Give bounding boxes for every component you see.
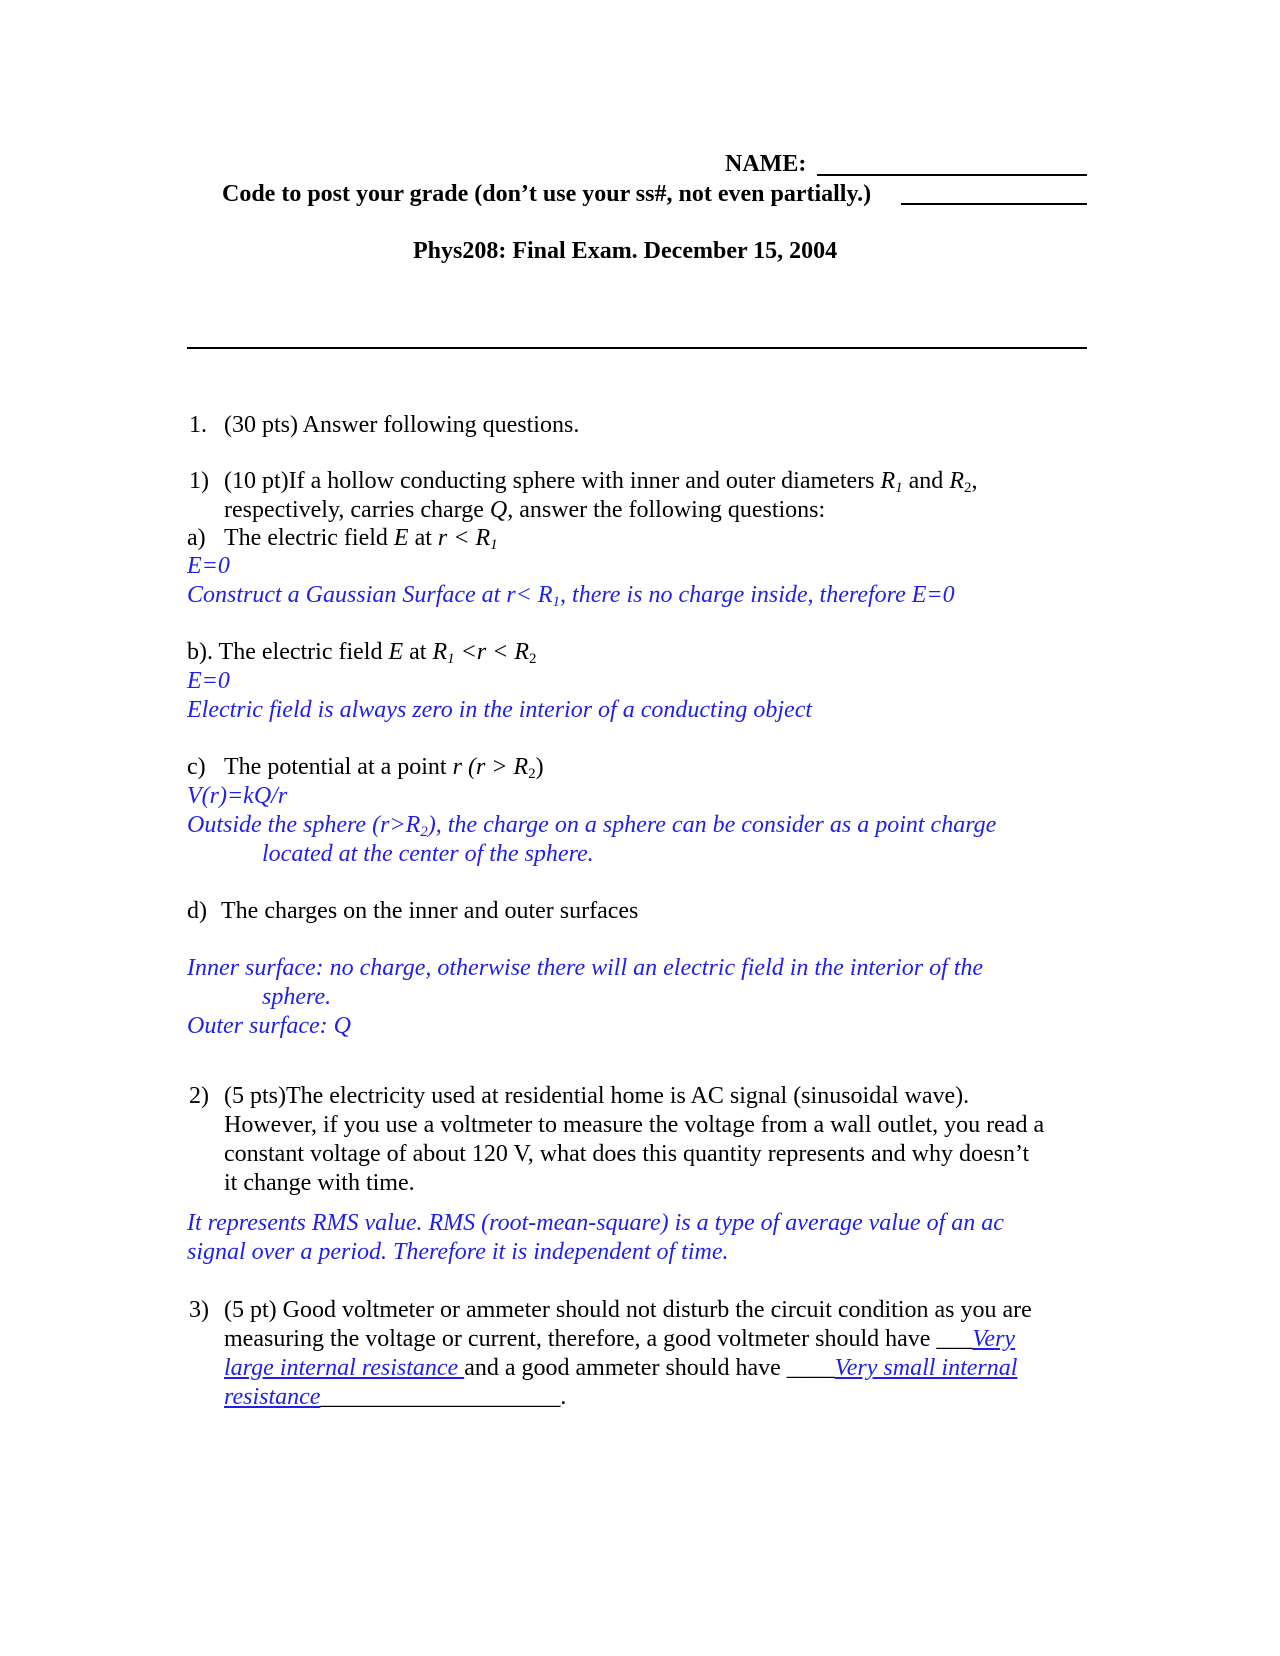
q1b-text: b). The electric field E at $R_1 <r < R_2$ [187,639,537,667]
q3-number: 3) [189,1297,209,1323]
q1c-text: The potential at a point r $(r > R_2)$ [224,754,544,782]
grade-code-blank-line [901,203,1087,205]
voltmeter-answer: Very [972,1326,1016,1352]
q1-title: (30 pts) Answer following questions. [224,412,580,438]
q1c-explanation-line2: located at the center of the sphere. [262,841,594,867]
exam-title: Phys208: Final Exam. December 15, 2004 [413,238,838,264]
name-label: NAME: [725,151,807,177]
q1d-label: d) [187,898,207,924]
voltmeter-answer-cont: large internal resistance [224,1355,465,1381]
grade-code-label: Code to post your grade (don’t use your ss#, not even partially.) [222,181,872,207]
q1b-explanation: Electric field is always zero in the interior of a conducting object [187,697,813,723]
q1a-text: The electric field E at $r < R_1$ [224,525,498,553]
q1b-answer: E=0 [187,668,230,694]
q1-number: 1. [189,412,207,438]
q1d-inner-answer-line1: Inner surface: no charge, otherwise there will an electric field in the interior of the [187,955,984,981]
q2-line: constant voltage of about 120 V, what does this quantity represents and why doesn’t [224,1141,1030,1167]
q1a-explanation: Construct a Gaussian Surface at $r< R_1$, there is no charge inside, therefore E=0 [187,582,955,610]
header-divider [187,347,1087,349]
q1d-outer-answer: Outer surface: Q [187,1013,351,1039]
q1c-explanation-line1: Outside the sphere $(r>R_2)$, the charge on a sphere can be consider as a point charge [187,812,997,840]
q1-sub1-number: 1) [189,468,209,494]
q1d-text: The charges on the inner and outer surfaces [221,898,639,924]
q2-answer-line1: It represents RMS value. RMS (root-mean-square) is a type of average value of an ac [187,1210,1004,1236]
q2-answer-line2: signal over a period. Therefore it is independent of time. [187,1239,729,1265]
q1-sub1-line1: (10 pt)If a hollow conducting sphere with inner and outer diameters $R_1$ and $R_2$, [224,468,978,496]
ammeter-answer-cont: resistance [224,1384,321,1410]
q3-line1: (5 pt) Good voltmeter or ammeter should not disturb the circuit condition as you are [224,1297,1032,1323]
q1a-label: a) [187,525,206,551]
q3-line2: measuring the voltage or current, therefore, a good voltmeter should have ___Very [224,1326,1016,1352]
q1c-label: c) [187,754,206,780]
q1c-answer: V(r)=kQ/r [187,783,288,809]
q2-number: 2) [189,1083,209,1109]
q1d-inner-answer-line2: sphere. [262,984,332,1010]
q2-line: (5 pts)The electricity used at residential home is AC signal (sinusoidal wave). [224,1083,970,1109]
q1-sub1-line2: respectively, carries charge Q, answer the following questions: [224,497,826,523]
name-blank-line [817,174,1087,176]
q1a-answer: E=0 [187,553,230,579]
ammeter-answer: Very small internal [834,1355,1018,1381]
q3-line4: resistance____________________. [224,1384,567,1410]
q3-line3: large internal resistance and a good ammeter should have ____Very small internal [224,1355,1018,1381]
q2-line: it change with time. [224,1170,415,1196]
q2-line: However, if you use a voltmeter to measure the voltage from a wall outlet, you read a [224,1112,1045,1138]
